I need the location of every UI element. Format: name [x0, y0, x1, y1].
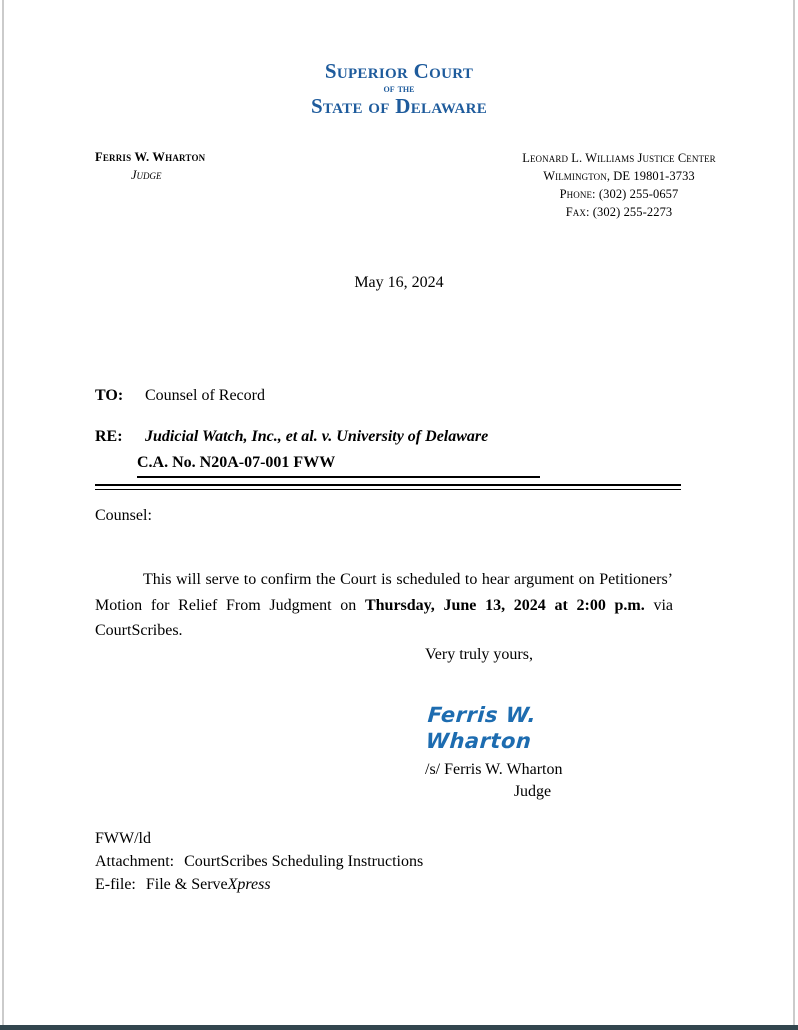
body-text-bold: Thursday, June 13, 2024 at 2:00 p.m. — [364, 596, 645, 614]
valediction: Very truly yours, — [425, 646, 533, 663]
to-value: Counsel of Record — [145, 387, 265, 404]
judge-block — [95, 149, 205, 183]
re-row — [95, 425, 685, 449]
court-address-block — [479, 149, 759, 221]
attachment-line — [95, 850, 423, 873]
efile-value-regular: File & Serve — [145, 876, 228, 893]
double-rule-divider — [95, 484, 681, 490]
address-line4: Fax: (302) 255-2273 — [565, 205, 673, 219]
efile-label: E-file: — [95, 876, 136, 893]
salutation: Counsel: — [95, 507, 152, 524]
attachment-label: Attachment: — [95, 853, 175, 870]
body-text-before: This will serve to confirm the Court is scheduled to hear argument on Petitioners’ Motion for Relief From Judgment on — [95, 571, 673, 614]
viewer-bottom-bar — [0, 1025, 798, 1030]
signature-title: Judge — [513, 783, 552, 800]
efile-value-italic: Xpress — [227, 876, 271, 893]
to-label: TO: — [95, 387, 124, 404]
footer-block — [95, 827, 423, 896]
reference-block — [95, 384, 685, 478]
address-line3: Phone: (302) 255-0657 — [559, 187, 679, 201]
address-line2: Wilmington, DE 19801-3733 — [543, 169, 695, 183]
case-number-row — [137, 451, 685, 478]
preparer-initials: FWW/ld — [95, 830, 151, 847]
re-label: RE: — [95, 428, 123, 445]
body-paragraph — [95, 567, 673, 644]
attachment-value: CourtScribes Scheduling Instructions — [184, 853, 424, 870]
body-text-after: via CourtScribes. — [95, 596, 674, 639]
court-name-line1: Superior Court — [324, 59, 474, 83]
page-right-edge — [793, 0, 795, 1025]
typed-signature: /s/ Ferris W. Wharton — [425, 761, 563, 778]
to-row — [95, 384, 685, 408]
date-line: May 16, 2024 — [354, 274, 444, 291]
closing-block — [425, 644, 640, 803]
judge-title: Judge — [131, 168, 162, 182]
address-line1: Leonard L. Williams Justice Center — [522, 151, 716, 165]
court-name-line3: State of Delaware — [310, 94, 488, 118]
efile-line — [95, 873, 423, 896]
case-number: C.A. No. N20A-07-001 FWW — [137, 451, 540, 478]
letterhead-court — [0, 60, 798, 117]
page-left-edge — [2, 0, 4, 1025]
judge-name: Ferris W. Wharton — [95, 150, 206, 164]
handwritten-signature: Ferris W. Wharton — [425, 703, 538, 753]
court-name-line2: of the — [383, 81, 415, 95]
case-name: Judicial Watch, Inc., et al. v. University of Delaware — [145, 428, 489, 445]
